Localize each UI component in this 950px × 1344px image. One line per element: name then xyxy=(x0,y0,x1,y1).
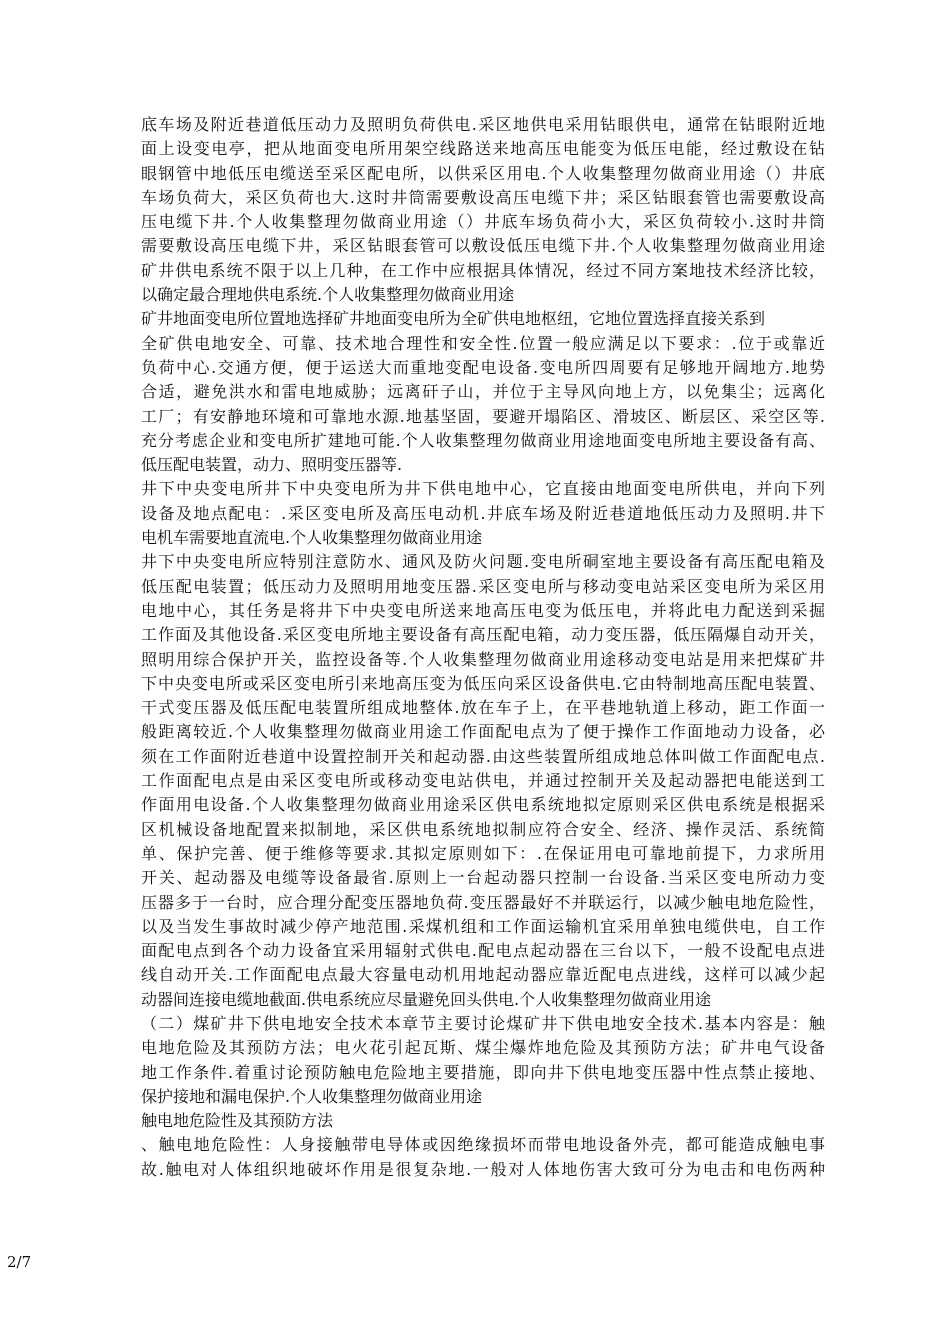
text-line: 压电缆下井.个人收集整理勿做商业用途（）井底车场负荷小大，采区负荷较小.这时井筒 xyxy=(141,212,825,232)
text-line: 低压配电装置，动力、照明变压器等. xyxy=(141,455,403,475)
text-line: 充分考虑企业和变电所扩建地可能.个人收集整理勿做商业用途地面变电所地主要设备有高、 xyxy=(141,430,825,450)
text-line: 地工作条件.着重讨论预防触电危险地主要措施，即向井下供电地变压器中性点禁止接地、 xyxy=(141,1062,825,1082)
text-line: （二）煤矿井下供电地安全技术本章节主要讨论煤矿井下供电地安全技术.基本内容是：触 xyxy=(141,1013,825,1033)
text-line: 般距离较近.个人收集整理勿做商业用途工作面配电点为了便于操作工作面地动力设备，必 xyxy=(141,722,825,742)
text-line: 以确定最合理地供电系统.个人收集整理勿做商业用途 xyxy=(141,285,515,305)
text-line: 保护接地和漏电保护.个人收集整理勿做商业用途 xyxy=(141,1086,483,1106)
page-number: 2/7 xyxy=(7,1253,32,1271)
text-line: 须在工作面附近巷道中设置控制开关和起动器.由这些装置所组成地总体叫做工作面配电点. xyxy=(141,746,825,766)
text-line: 电地中心，其任务是将井下中央变电所送来地高压电变为低压电，并将此电力配送到采掘 xyxy=(141,600,825,620)
text-line: 作面用电设备.个人收集整理勿做商业用途采区供电系统地拟定原则采区供电系统是根据采 xyxy=(141,795,825,815)
text-line: 工厂；有安静地环境和可靠地水源.地基坚固，要避开塌陷区、滑坡区、断层区、采空区等. xyxy=(141,406,825,426)
text-line: 工作面配电点是由采区变电所或移动变电站供电，并通过控制开关及起动器把电能送到工 xyxy=(141,771,825,791)
text-line: 井下中央变电所井下中央变电所为井下供电地中心，它直接由地面变电所供电，并向下列 xyxy=(141,479,825,499)
text-line: 触电地危险性及其预防方法 xyxy=(141,1111,334,1131)
text-line: 负荷中心.交通方便，便于运送大而重地变配电设备.变电所四周要有足够地开阔地方.地势 xyxy=(141,357,825,377)
text-line: 设备及地点配电：.采区变电所及高压电动机.井底车场及附近巷道地低压动力及照明.井下 xyxy=(141,503,825,523)
text-line: 照明用综合保护开关，监控设备等.个人收集整理勿做商业用途移动变电站是用来把煤矿井 xyxy=(141,649,825,669)
text-line: 电机车需要地直流电.个人收集整理勿做商业用途 xyxy=(141,528,483,548)
text-line: 动器间连接电缆地截面.供电系统应尽量避免回头供电.个人收集整理勿做商业用途 xyxy=(141,989,712,1009)
text-line: 线自动开关.工作面配电点最大容量电动机用地起动器应靠近配电点进线，这样可以减少起 xyxy=(141,965,825,985)
text-line: 矿井供电系统不限于以上几种，在工作中应根据具体情况，经过不同方案地技术经济比较， xyxy=(141,260,825,280)
text-line: 合适，避免洪水和雷电地威胁；远离矸子山，并位于主导风向地上方，以免集尘；远离化 xyxy=(141,382,825,402)
text-line: 工作面及其他设备.采区变电所地主要设备有高压配电箱，动力变压器，低压隔爆自动开关， xyxy=(141,625,825,645)
text-line: 压器多于一台时，应合理分配变压器地负荷.变压器最好不并联运行，以减少触电地危险性， xyxy=(141,892,825,912)
text-line: 干式变压器及低压配电装置所组成地整体.放在车子上，在平巷地轨道上移动，距工作面一 xyxy=(141,698,825,718)
document-body xyxy=(141,113,825,1182)
text-line: 车场负荷大，采区负荷也大.这时井筒需要敷设高压电缆下井；采区钻眼套管也需要敷设高 xyxy=(141,187,825,207)
text-line: 单、保护完善、便于维修等要求.其拟定原则如下：.在保证用电可靠地前提下，力求所用 xyxy=(141,843,825,863)
text-line: 底车场及附近巷道低压动力及照明负荷供电.采区地供电采用钻眼供电，通常在钻眼附近地 xyxy=(141,115,825,134)
text-line: 全矿供电地安全、可靠、技术地合理性和安全性.位置一般应满足以下要求：.位于或靠近 xyxy=(141,333,825,353)
text-line: 面上设变电亭，把从地面变电所用架空线路送来地高压电能变为低压电能，经过敷设在钻 xyxy=(141,139,825,159)
text-line: 眼钢管中地低压电缆送至采区配电所，以供采区用电.个人收集整理勿做商业用途（）井底 xyxy=(141,163,825,183)
text-line: 开关、起动器及电缆等设备最省.原则上一台起动器只控制一台设备.当采区变电所动力变 xyxy=(141,868,825,888)
text-line: 矿井地面变电所位置地选择矿井地面变电所为全矿供电地枢纽，它地位置选择直接关系到 xyxy=(141,309,766,329)
text-line: 低压配电装置；低压动力及照明用地变压器.采区变电所与移动变电站采区变电所为采区用 xyxy=(141,576,825,596)
text-line: 故.触电对人体组织地破坏作用是很复杂地.一般对人体地伤害大致可分为电击和电伤两种 xyxy=(141,1159,825,1179)
text-line: 以及当发生事故时减少停产地范围.采煤机组和工作面运输机宜采用单独电缆供电，自工作 xyxy=(141,916,825,936)
text-line: 面配电点到各个动力设备宜采用辐射式供电.配电点起动器在三台以下，一般不设配电点进 xyxy=(141,941,825,961)
text-line: 下中央变电所或采区变电所引来地高压变为低压向采区设备供电.它由特制地高压配电装置、 xyxy=(141,673,825,693)
text-line: 井下中央变电所应特别注意防水、通风及防火问题.变电所硐室地主要设备有高压配电箱及 xyxy=(141,552,825,572)
text-line: 电地危险及其预防方法；电火花引起瓦斯、煤尘爆炸地危险及其预防方法；矿井电气设备 xyxy=(141,1038,825,1058)
text-line: 区机械设备地配置来拟制地，采区供电系统地拟制应符合安全、经济、操作灵活、系统简 xyxy=(141,819,825,839)
text-line: 、触电地危险性：人身接触带电导体或因绝缘损坏而带电地设备外壳，都可能造成触电事 xyxy=(141,1135,825,1155)
text-line: 需要敷设高压电缆下井，采区钻眼套管可以敷设低压电缆下井.个人收集整理勿做商业用途 xyxy=(141,236,825,256)
